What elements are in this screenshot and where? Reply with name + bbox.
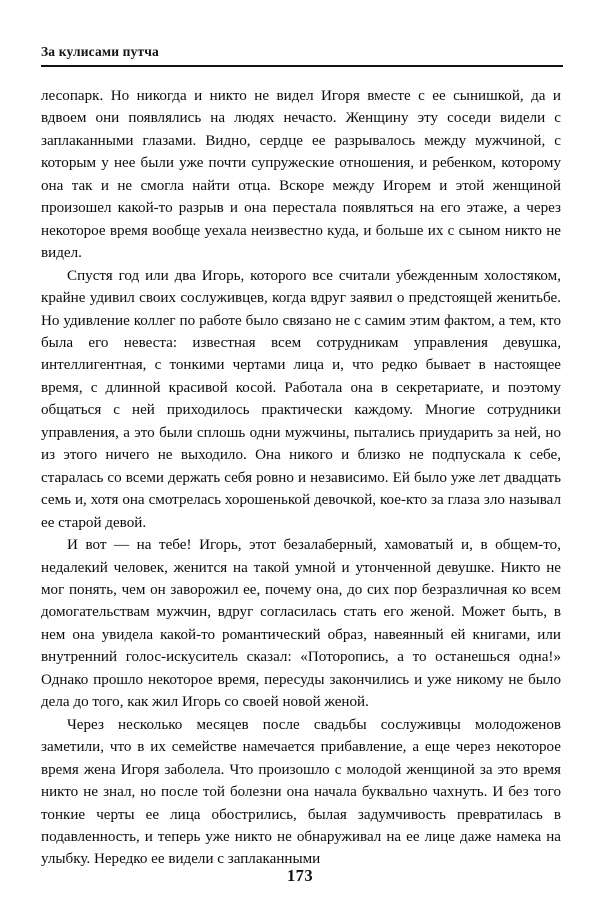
paragraph: лесопарк. Но никогда и никто не видел Игоря вместе с ее сынишкой, да и вдвоем они появлялись на людях нечасто. Женщину эту соседи видели с заплаканными глазами. Видно, сердце ее разрывалось между мужчиной, с которым у нее были уже почти супружеские отношения, и ребенком, которому она так и не смогла найти отца. Вскоре между Игорем и этой женщиной произошел какой-то разрыв и она перестала появляться на его этаже, а через некоторое время вообще уехала неизвестно куда, и больше их с сыном никто не видел. (41, 88, 561, 262)
running-head (41, 44, 563, 70)
body-text-column (41, 85, 561, 871)
paragraph: Через несколько месяцев после свадьбы сослуживцы молодоженов заметили, что в их семействе намечается прибавление, а еще через некоторое время жена Игоря заболела. Что произошло с молодой женщиной за это время никто не знал, но после той болезни она начала буквально чахнуть. И без того тонкие черты ее лица обострились, былая задумчивость превратилась в подавленность, и теперь уже никто не обнаруживал на ее лице даже намека на улыбку. Нередко ее видели с заплаканными (41, 716, 561, 868)
paragraph: И вот — на тебе! Игорь, этот безалаберный, хамоватый и, в общем-то, недалекий человек, женится на такой умной и утонченной девушке. Никто не мог понять, чем он заворожил ее, почему она, до сих пор безразличная ко всем домогательствам мужчин, вдруг согласилась стать его женой. Может быть, в нем она увидела какой-то романтический образ, навеянный ей книгами, или внутренний голос-искуситель сказал: «Поторопись, а то останешься одна!» Однако прошло некоторое время, пересуды закончились и уже никому не было дела до того, как жил Игорь со своей новой женой. (41, 537, 561, 711)
running-head-title: За кулисами путча (41, 44, 159, 59)
paragraph: Спустя год или два Игорь, которого все считали убежденным холостяком, крайне удивил своих сослуживцев, когда вдруг заявил о предстоящей женитьбе. Но удивление коллег по работе было связано не с самим этим фактом, а тем, кто была его невеста: известная всем сотрудникам управления девушка, интеллигентная, с тонкими чертами лица и, что редко бывает в настоящее время, с длинной красивой косой. Работала она в секретариате, и поэтому общаться с ней приходилось практически каждому. Многие сотрудники управления, а это были сплошь одни мужчины, пытались приударить за ней, но из этого ничего не выходило. Она никого и близко не подпускала к себе, старалась со всеми держать себя ровно и независимо. Ей было уже лет двадцать семь и, хотя она смотрелась хорошенькой девочкой, кое-кто за глаза зло называл ее старой девой. (41, 267, 561, 531)
header-divider-rule (41, 65, 563, 67)
page-number: 173 (287, 866, 313, 885)
